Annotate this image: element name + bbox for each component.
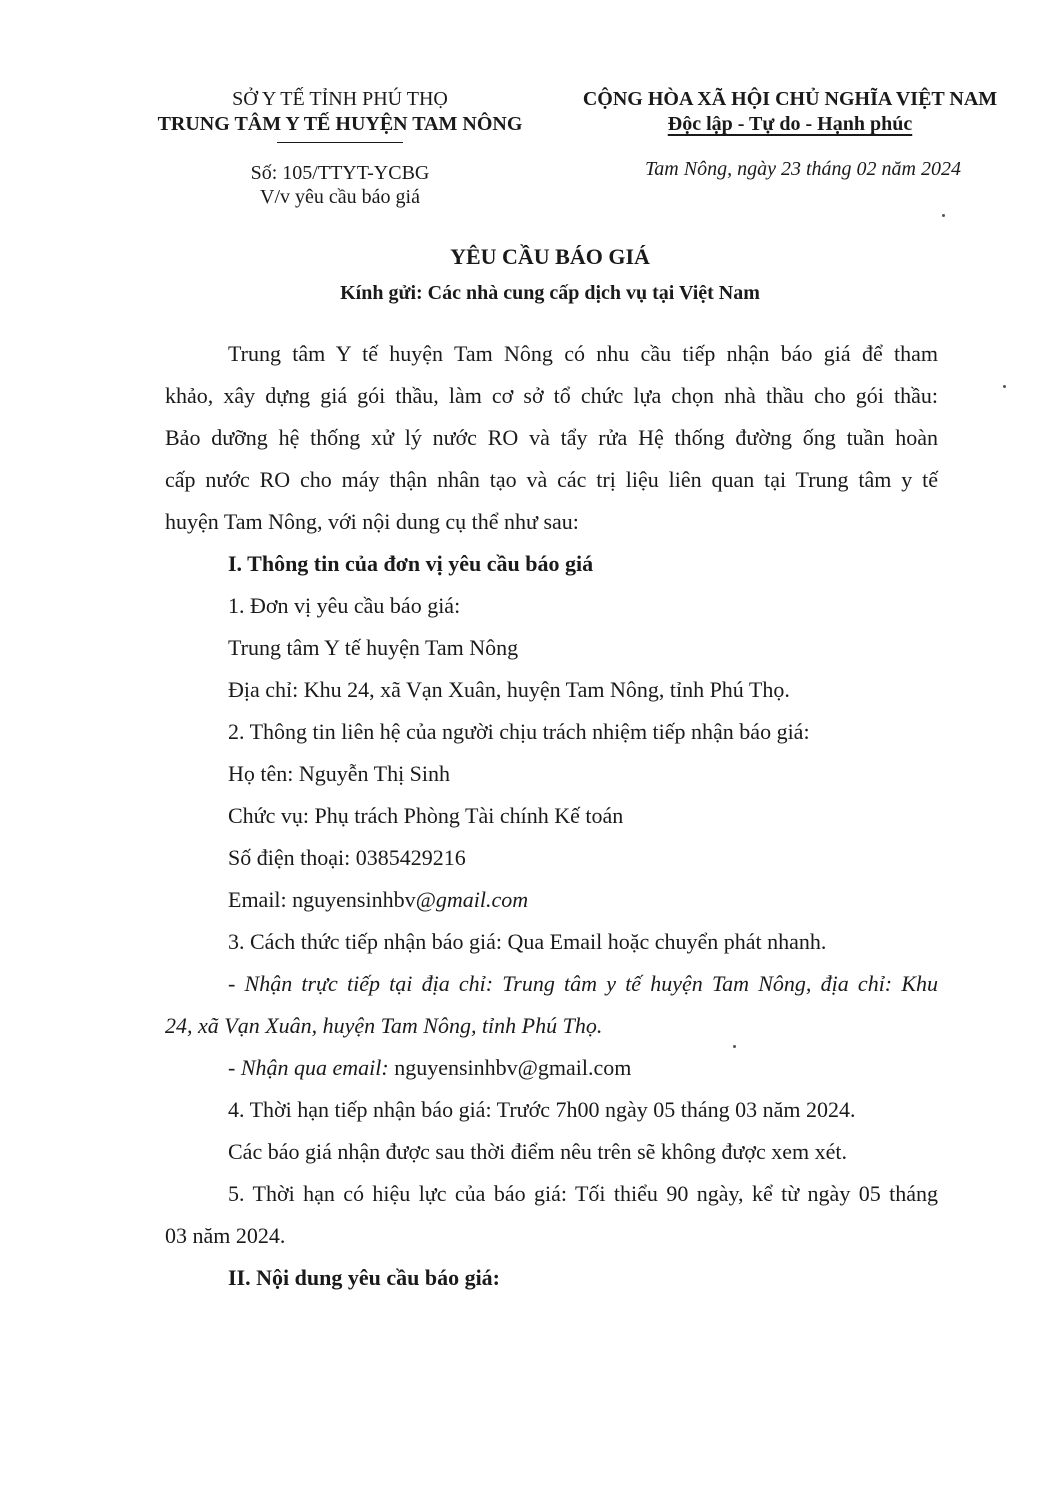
item-4-note: Các báo giá nhận được sau thời điểm nêu trên sẽ không được xem xét.	[228, 1139, 847, 1164]
document-number: Số: 105/TTYT-YCBG	[250, 162, 430, 184]
direct-delivery-line-1: - Nhận trực tiếp tại địa chỉ: Trung tâm y tế huyện Tam Nông, địa chỉ: Khu	[228, 971, 938, 996]
issuing-organization: TRUNG TÂM Y TẾ HUYỆN TAM NÔNG	[157, 113, 523, 135]
contact-name: Họ tên: Nguyễn Thị Sinh	[228, 761, 451, 786]
unit-address: Địa chỉ: Khu 24, xã Vạn Xuân, huyện Tam Nông, tỉnh Phú Thọ.	[228, 677, 790, 702]
contact-position: Chức vụ: Phụ trách Phòng Tài chính Kế toán	[228, 803, 624, 828]
intro-line-4: cấp nước RO cho máy thận nhân tạo và các trị liệu liên quan tại Trung tâm y tế	[165, 467, 938, 492]
intro-line-2: khảo, xây dựng giá gói thầu, làm cơ sở tổ chức lựa chọn nhà thầu cho gói thầu:	[165, 383, 938, 408]
item-2-label: 2. Thông tin liên hệ của người chịu trách nhiệm tiếp nhận báo giá:	[228, 719, 810, 744]
contact-phone: Số điện thoại: 0385429216	[228, 845, 466, 870]
date-line: Tam Nông, ngày 23 tháng 02 năm 2024	[645, 158, 961, 180]
scan-speck	[733, 1045, 736, 1048]
contact-email-prefix: Email: nguyensinhbv	[228, 887, 416, 912]
national-title: CỘNG HÒA XÃ HỘI CHỦ NGHĨA VIỆT NAM	[582, 88, 998, 110]
recipient-line: Kính gửi: Các nhà cung cấp dịch vụ tại Việt Nam	[340, 282, 760, 304]
item-1-label: 1. Đơn vị yêu cầu báo giá:	[228, 593, 461, 618]
contact-email-domain: @gmail.com	[415, 887, 529, 912]
section-1-heading: I. Thông tin của đơn vị yêu cầu báo giá	[228, 551, 594, 576]
scan-speck	[942, 214, 945, 217]
issuing-authority: SỞ Y TẾ TỈNH PHÚ THỌ	[232, 88, 448, 110]
intro-line-3: Bảo dưỡng hệ thống xử lý nước RO và tẩy rửa Hệ thống đường ống tuần hoàn	[165, 425, 938, 450]
left-header-underline	[277, 142, 403, 143]
email-delivery-address: nguyensinhbv@gmail.com	[388, 1055, 632, 1080]
intro-line-1: Trung tâm Y tế huyện Tam Nông có nhu cầu tiếp nhận báo giá để tham	[228, 341, 938, 366]
item-3-label: 3. Cách thức tiếp nhận báo giá: Qua Email hoặc chuyển phát nhanh.	[228, 929, 827, 954]
intro-line-5: huyện Tam Nông, với nội dung cụ thể như sau:	[165, 509, 579, 534]
document-title: YÊU CẦU BÁO GIÁ	[450, 244, 650, 269]
item-5-line-1: 5. Thời hạn có hiệu lực của báo giá: Tối thiểu 90 ngày, kể từ ngày 05 tháng	[228, 1181, 938, 1206]
email-delivery-line	[228, 1054, 631, 1082]
document-subject: V/v yêu cầu báo giá	[260, 186, 420, 208]
direct-delivery-line-2: 24, xã Vạn Xuân, huyện Tam Nông, tỉnh Phú Thọ.	[165, 1013, 603, 1038]
item-5-line-2: 03 năm 2024.	[165, 1223, 286, 1248]
section-2-heading: II. Nội dung yêu cầu báo giá:	[228, 1265, 501, 1290]
unit-name: Trung tâm Y tế huyện Tam Nông	[228, 635, 519, 660]
scan-speck	[1003, 385, 1006, 388]
national-motto: Độc lập - Tự do - Hạnh phúc	[667, 113, 913, 135]
item-4-label: 4. Thời hạn tiếp nhận báo giá: Trước 7h00 ngày 05 tháng 03 năm 2024.	[228, 1097, 856, 1122]
contact-email	[228, 886, 528, 914]
email-delivery-label: - Nhận qua email:	[228, 1055, 389, 1080]
